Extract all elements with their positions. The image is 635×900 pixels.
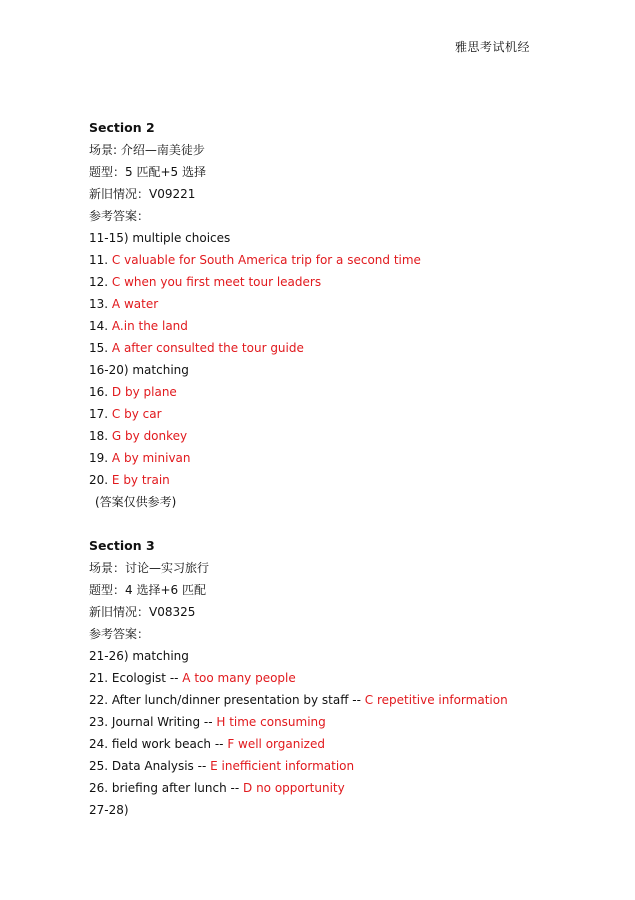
answer-line [89,403,609,425]
question-prefix: 22. After lunch/dinner presentation by staff -- [89,693,365,707]
question-number: 13. [89,297,109,311]
answer-text: C repetitive information [364,693,508,707]
answer-line [89,315,609,337]
section-2-scene: 场景: 介绍—南美徒步 [89,143,205,157]
answer-text: A too many people [182,671,296,685]
answer-line [89,249,609,271]
answer-text: A.in the land [111,319,188,333]
answer-line [89,271,609,293]
answer-line [89,425,609,447]
question-number: 19. [89,451,109,465]
section-2-version: 新旧情况：V09221 [89,187,196,201]
question-number: 15. [89,341,109,355]
answer-line [89,667,609,689]
page-header-title: 雅思考试机经 [455,40,531,54]
question-number: 12. [89,275,109,289]
answer-line [89,733,609,755]
question-number: 11. [89,253,109,267]
section-3-group-1-label: 21-26) matching [89,649,189,663]
question-prefix: 21. Ecologist -- [89,671,183,685]
answer-text: G by donkey [111,429,188,443]
question-number: 20. [89,473,109,487]
answer-text: E inefficient information [210,759,355,773]
answer-text: C when you first meet tour leaders [111,275,322,289]
answer-text: D no opportunity [243,781,345,795]
section-2-heading: Section 2 [89,120,155,135]
answer-text: A after consulted the tour guide [111,341,304,355]
section-3-question-type: 题型：4 选择+6 匹配 [89,583,206,597]
section-3-scene: 场景：讨论—实习旅行 [89,561,210,575]
question-number: 17. [89,407,109,421]
section-3 [89,535,609,821]
reference-note: (答案仅供参考) [95,495,177,509]
answer-line [89,381,609,403]
section-3-version: 新旧情况：V08325 [89,605,196,619]
answer-text: C valuable for South America trip for a second time [111,253,421,267]
answer-text: H time consuming [216,715,326,729]
answer-line [89,337,609,359]
question-number: 14. [89,319,109,333]
question-number: 18. [89,429,109,443]
answer-line [89,755,609,777]
question-prefix: 24. field work beach -- [89,737,228,751]
question-prefix: 26. briefing after lunch -- [89,781,244,795]
question-prefix: 25. Data Analysis -- [89,759,211,773]
answer-line [89,689,609,711]
answer-text: E by train [111,473,170,487]
answer-text: C by car [111,407,162,421]
answer-line [89,777,609,799]
section-3-group-2-label: 27-28) [89,803,129,817]
answer-line [89,711,609,733]
answer-text: A water [111,297,159,311]
section-2-answers-label: 参考答案： [89,209,150,223]
question-number: 16. [89,385,109,399]
answer-line [89,293,609,315]
answer-text: D by plane [111,385,177,399]
section-2-group-1-label: 11-15) multiple choices [89,231,231,245]
section-3-heading: Section 3 [89,538,155,553]
question-prefix: 23. Journal Writing -- [89,715,217,729]
section-2-group-2-label: 16-20) matching [89,363,189,377]
answer-text: A by minivan [111,451,191,465]
section-2 [89,117,609,513]
answer-text: F well organized [227,737,325,751]
section-3-answers-label: 参考答案： [89,627,150,641]
answer-line [89,469,609,491]
section-2-question-type: 题型：5 匹配+5 选择 [89,165,206,179]
answer-line [89,447,609,469]
